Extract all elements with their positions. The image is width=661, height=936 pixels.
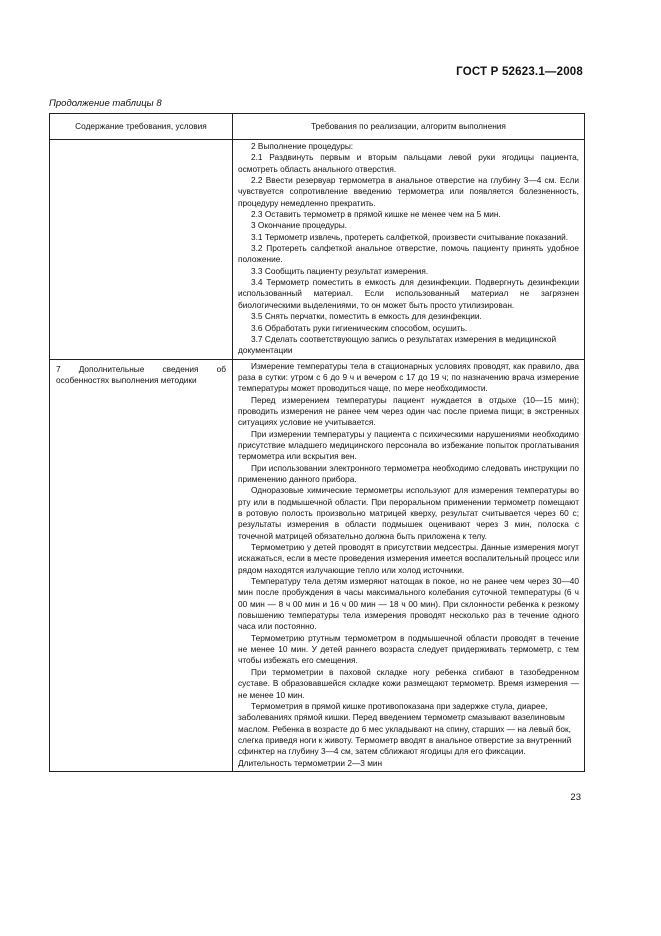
table-header-row	[50, 114, 585, 140]
paragraph: При использовании электронного термометра необходимо следовать инструкции по применению данного прибора.	[238, 462, 579, 484]
document-code: ГОСТ Р 52623.1—2008	[456, 66, 583, 78]
column-header-algorithm: Требования по реализации, алгоритм выполнения	[233, 114, 585, 140]
paragraph: Перед измерением температуры пациент нуждается в отдыхе (10—15 мин); проводить измерения не ранее чем через один час после приема пищи; в экстренных ситуациях условие не учитывается.	[238, 394, 579, 428]
paragraph: При измерении температуры у пациента с психическими нарушениями необходимо присутствие младшего медицинского персонала во избежание попыток проглатывания термометра или вскрытия вен.	[238, 428, 579, 462]
paragraph: Термометрию ртутным термометром в подмышечной области проводят в течение не менее 10 мин. У детей раннего возраста следует придерживать термометр, с тем чтобы избежать его смещения.	[238, 632, 579, 666]
paragraph: 3.7 Сделать соответствующую запись о результатах измерения в медицинской документации	[238, 333, 557, 356]
paragraph: 2.2 Ввести резервуар термометра в анальное отверстие на глубину 3—4 см. Если чувствуется сопротивление введению термометра или появляется болезненность, процедуру немедленно прекратить.	[238, 175, 579, 208]
row-1-requirement	[50, 140, 233, 360]
paragraph: 3.1 Термометр извлечь, протереть салфеткой, произвести считывание показаний.	[251, 231, 569, 242]
page-number: 23	[570, 792, 581, 803]
paragraph: 3 Окончание процедуры.	[251, 220, 347, 231]
row-2-requirement: 7 Дополнительные сведения об особенностях выполнения методики	[50, 359, 233, 771]
column-header-requirement: Содержание требования, условия	[50, 114, 233, 140]
paragraph: 3.5 Снять перчатки, поместить в емкость для дезинфекции.	[251, 311, 482, 322]
paragraph: Термометрию у детей проводят в присутствии медсестры. Данные измерения могут искажаться, если в месте проведения измерения имеется воспалительный процесс или рядом находятся излучающие тепло или холод источники.	[238, 542, 579, 575]
paragraph: 3.2 Протереть салфеткой анальное отверстие, помочь пациенту принять удобное положение.	[238, 243, 579, 265]
table-caption: Продолжение таблицы 8	[49, 98, 162, 109]
paragraph: Измерение температуры тела в стационарных условиях проводят, как правило, два раза в сутки: утром с 6 до 9 ч и вечером с 17 до 19 ч; по назначению врача измерение температуры может проводиться чаще, по мере необходимости.	[238, 360, 579, 394]
paragraph: 3.3 Сообщить пациенту результат измерения.	[251, 265, 429, 276]
paragraph: 3.4 Термометр поместить в емкость для дезинфекции. Подвергнуть дезинфекции использованный материал. Если использованный материал не загрязнен биологическими выделениями, то он может быть просто утилизирован.	[238, 277, 579, 310]
requirements-table	[49, 113, 585, 772]
row-2-algorithm	[233, 359, 585, 771]
paragraph: 2.1 Раздвинуть первым и вторым пальцами левой руки ягодицы пациента, осмотреть область анального отверстия.	[238, 152, 579, 174]
paragraph: Одноразовые химические термометры используют для измерения температуры во рту или в подмышечной области. При пероральном применении термометр помещают в ротовую полость произвольно матрицей кверху, результат считывается через 60 с; результаты измерения в области подмышек оценивают через 3 мин, полоска с точечной матрицей обязательно должна быть приложена к телу.	[238, 485, 579, 541]
paragraph: 2.3 Оставить термометр в прямой кишке не менее чем на 5 мин.	[251, 209, 501, 220]
paragraph: 2 Выполнение процедуры:	[251, 141, 354, 151]
table-row	[50, 140, 585, 360]
paragraph: При термометрии в паховой складке ногу ребенка сгибают в тазобедренном суставе. В образовавшейся складке кожи размещают термометр. Время измерения — не менее 10 мин.	[238, 666, 579, 700]
row-1-algorithm	[233, 140, 585, 360]
paragraph: Термометрия в прямой кишке противопоказана при задержке стула, диарее, заболеваниях прямой кишки. Перед введением термометр смазывают вазелиновым маслом. Ребенка в возрасте до 6 мес укладывают на спину, старших — на левый бок, слегка приведя ноги к животу. Термометр вводят в анальное отверстие за внутренний сфинктер на глубину 3—4 см, затем сближают ягодицы для его фиксации. Длительность термометрии 2—3 мин	[238, 700, 572, 768]
table-row	[50, 359, 585, 771]
paragraph: Температуру тела детям измеряют натощак в покое, но не ранее чем через 30—40 мин после пробуждения в часы максимального колебания суточной температуры (6 ч 00 мин — 8 ч 00 мин и 16 ч 00 мин — 18 ч 00 мин). При склонности ребенка к резкому повышению температуры тела измерения проводят несколько раз в течение одного часа или постоянно.	[238, 576, 579, 632]
paragraph: 3.6 Обработать руки гигиеническим способом, осушить.	[251, 322, 468, 333]
